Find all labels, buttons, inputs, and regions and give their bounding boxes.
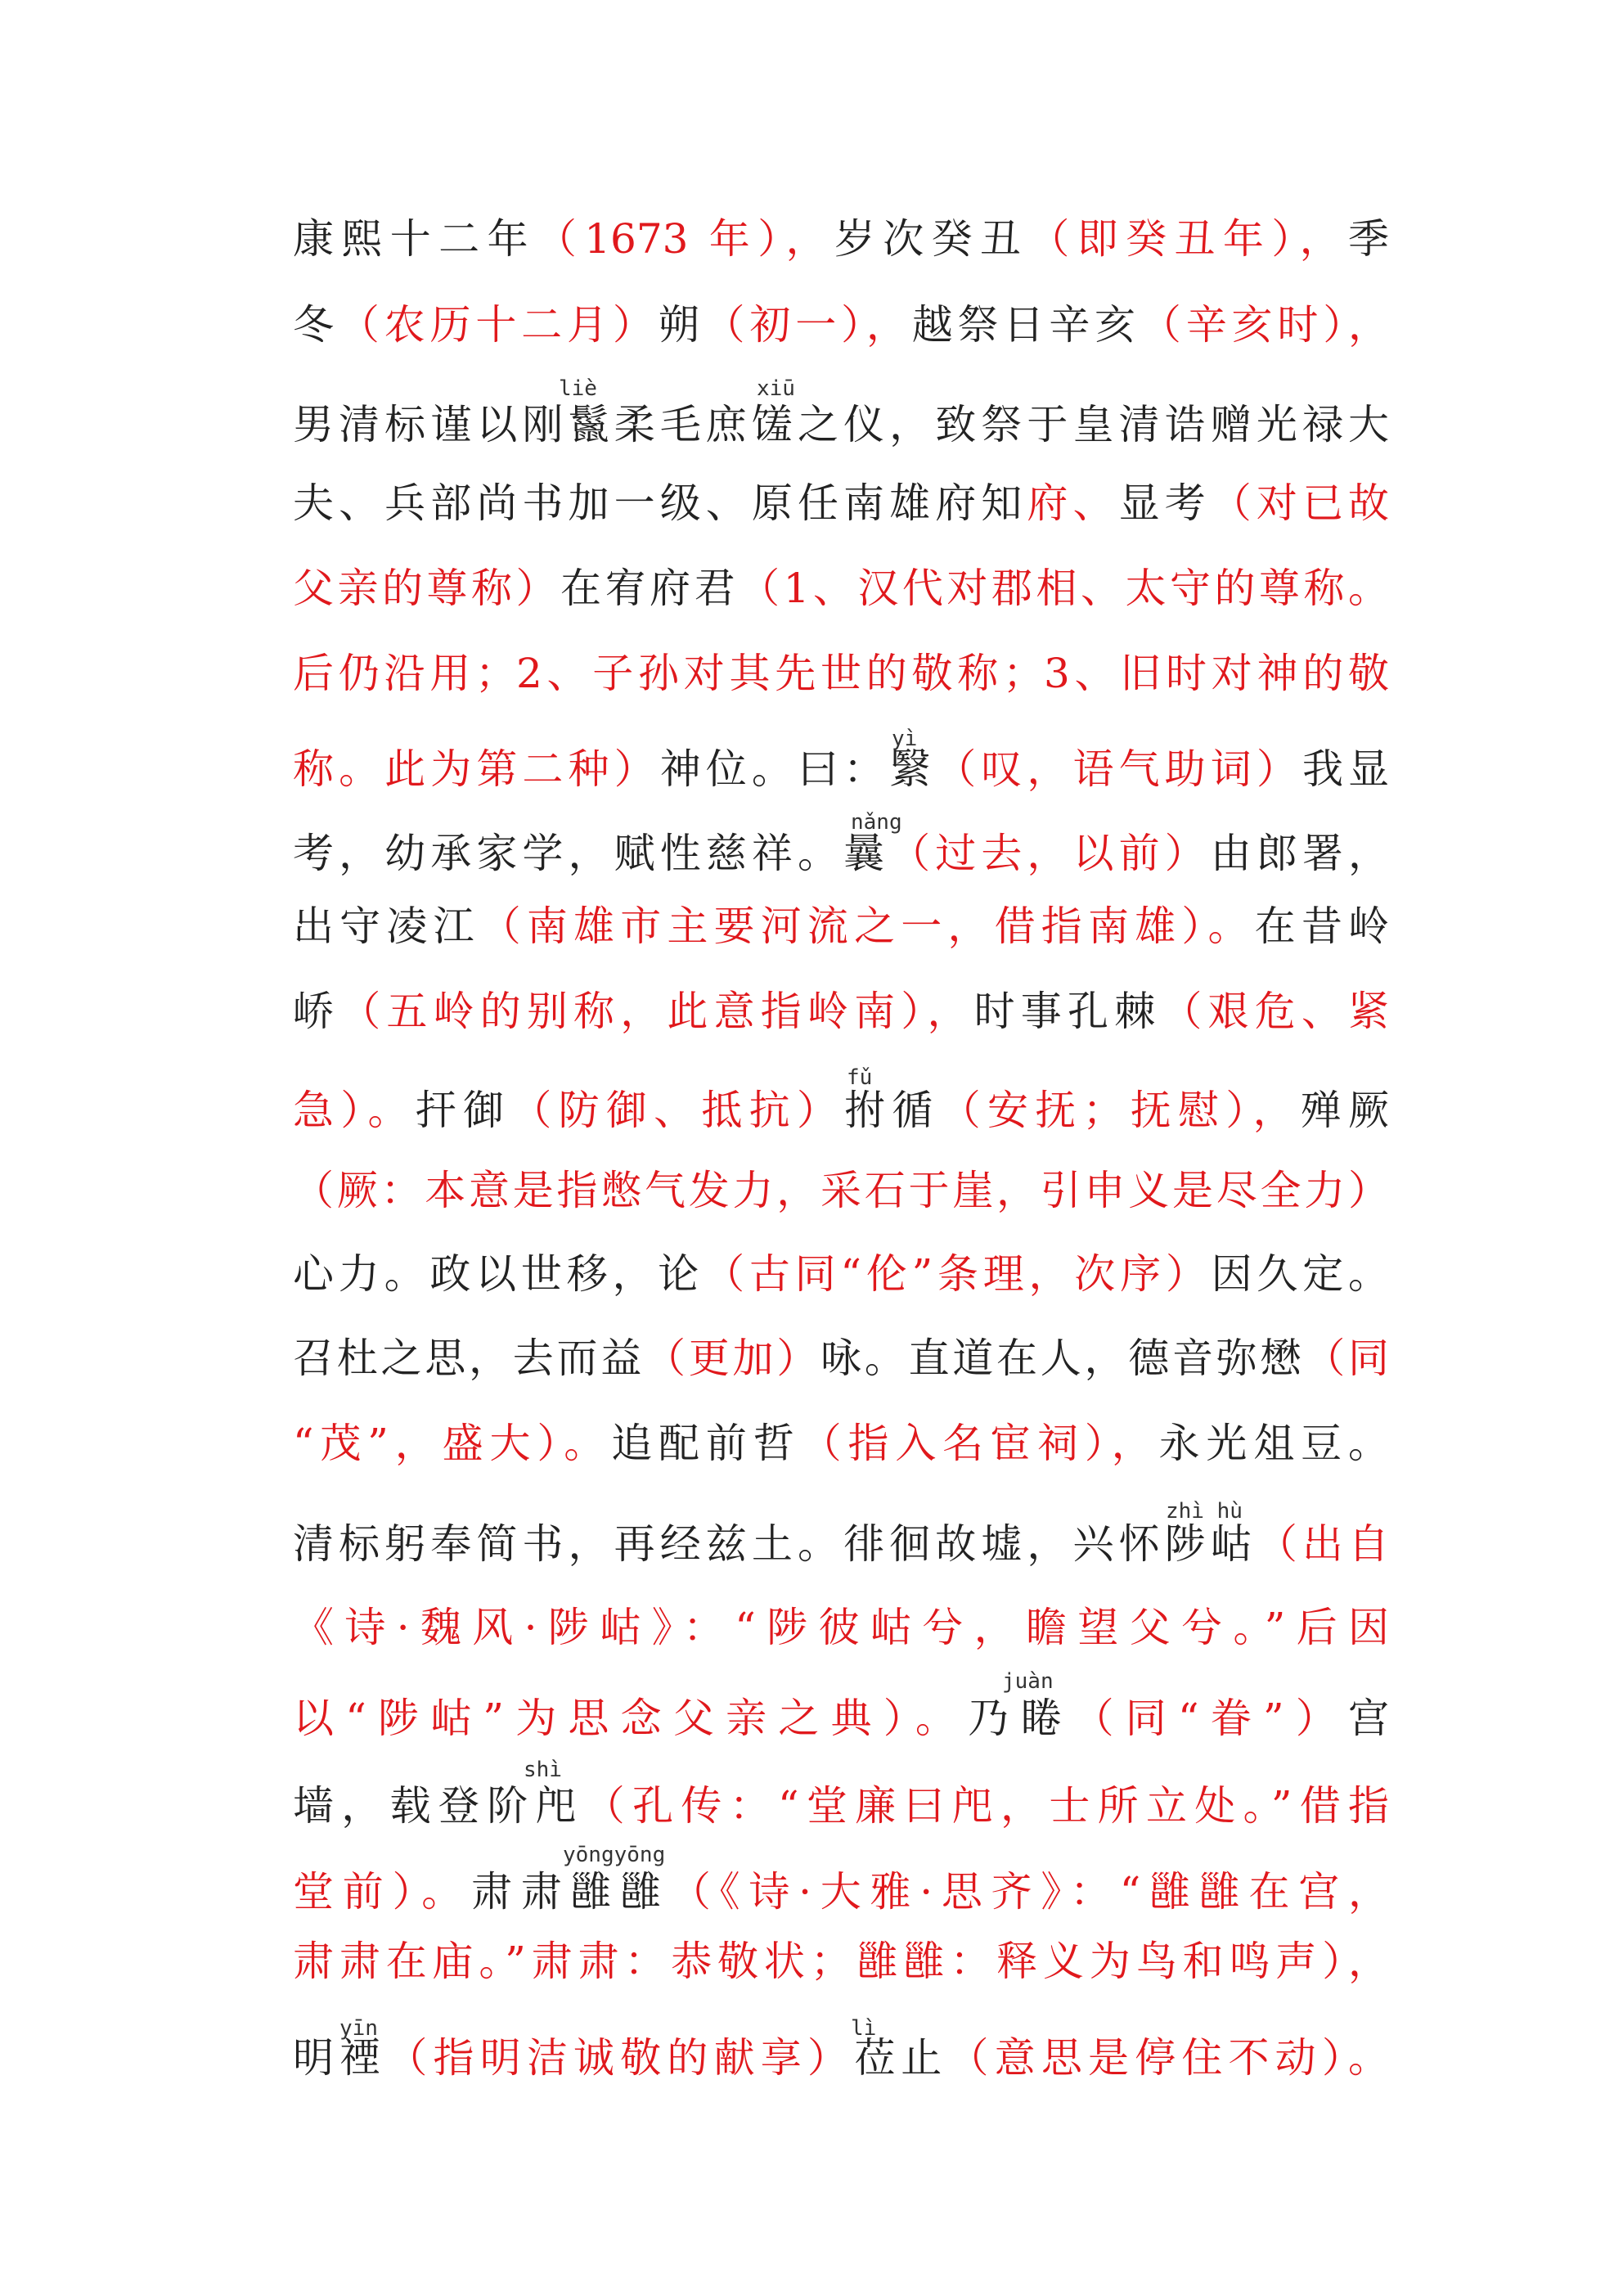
- annotation-text: （叹，语气助词）: [935, 745, 1302, 793]
- annotation-text: （五岭的别称，此意指岭南），: [339, 988, 974, 1035]
- text-line: [293, 1244, 1389, 1304]
- body-text: 岁次癸丑: [834, 215, 1029, 263]
- body-text: 繄: [889, 745, 936, 793]
- pinyin-annotation: yōngyōng: [563, 1843, 666, 1867]
- text-line: [293, 823, 1389, 884]
- annotation-text: 以“陟岵”为思念父亲之典）。: [293, 1695, 969, 1742]
- body-text: 我显: [1302, 745, 1390, 793]
- annotation-text: （指明洁诚敬的献享）: [386, 2034, 855, 2082]
- body-text: 明禋: [293, 2034, 387, 2082]
- text-line: [293, 1413, 1389, 1474]
- annotation-text: （同: [1304, 1335, 1389, 1382]
- annotation-text: （农历十二月）: [338, 301, 659, 349]
- annotation-text: 肃肃在庙。”肃肃：恭敬状；雝雝：释义为鸟和鸣声），: [293, 1938, 1389, 1985]
- text-line: [293, 1597, 1389, 1658]
- body-text: 莅止: [854, 2034, 948, 2082]
- annotation-text: （1、汉代对郡相、太守的尊称。: [739, 565, 1389, 612]
- body-text: 在昔岭: [1254, 903, 1390, 950]
- annotation-text: 堂前）。: [293, 1868, 471, 1916]
- text-line: [293, 1328, 1389, 1389]
- annotation-text: 急）。: [293, 1087, 416, 1134]
- annotation-text: （艰危、紧: [1161, 988, 1390, 1035]
- body-text: 由郎署，: [1210, 830, 1390, 877]
- annotation-text: （出自: [1256, 1520, 1390, 1568]
- annotation-text: （孔传：“堂廉曰戺，士所立处。”借指: [583, 1782, 1390, 1830]
- body-text: 出守凌江: [293, 903, 480, 950]
- pinyin-annotation: liè: [559, 376, 597, 401]
- body-text: 拊循: [844, 1087, 940, 1134]
- annotation-text: （过去，以前）: [889, 830, 1211, 877]
- body-text: 越祭日辛亥: [911, 301, 1140, 349]
- body-text: 时事孔棘: [973, 988, 1162, 1035]
- annotation-text: 后仍沿用；2、子孙对其先世的敬称；3、旧时对神的敬: [293, 650, 1389, 697]
- text-line: [293, 739, 1389, 799]
- body-text: 季: [1348, 215, 1390, 263]
- text-line: [293, 558, 1389, 619]
- body-text: 夫、兵部尚书加一级、原任南雄府知: [293, 479, 1027, 527]
- annotation-text: （防御、抵抗）: [510, 1087, 845, 1134]
- body-text: 宫: [1348, 1695, 1390, 1742]
- annotation-text: 称。此为第二种）: [293, 745, 660, 793]
- pinyin-annotation: lì: [851, 2016, 877, 2041]
- annotation-text: （指入名宦祠），: [800, 1420, 1159, 1467]
- pinyin-annotation: shì: [524, 1758, 562, 1782]
- annotation-text: （即癸丑年），: [1028, 215, 1349, 263]
- annotation-text: （1673 年），: [535, 215, 834, 263]
- annotation-text: 父亲的尊称）: [293, 565, 561, 612]
- body-text: 曩: [843, 830, 890, 877]
- text-line: [293, 473, 1389, 533]
- pinyin-annotation: yīn: [339, 2016, 378, 2041]
- text-line: [293, 394, 1389, 455]
- annotation-text: “茂”，盛大）。: [293, 1420, 612, 1467]
- body-text: 康熙十二年: [293, 215, 536, 263]
- body-text: 肃肃雝雝: [470, 1868, 670, 1916]
- body-text: 因久定。: [1211, 1250, 1389, 1298]
- text-line: [293, 1688, 1389, 1749]
- annotation-text: （意思是停住不动）。: [947, 2034, 1390, 2082]
- pinyin-annotation: yì: [892, 727, 918, 751]
- body-text: 神位。曰：: [659, 745, 890, 793]
- text-line: [293, 1160, 1389, 1221]
- pinyin-annotation: nǎng: [851, 810, 902, 835]
- text-line: [293, 1862, 1389, 1922]
- text-line: [293, 981, 1389, 1042]
- body-text: 追配前哲: [611, 1420, 801, 1467]
- annotation-text: （辛亥时），: [1140, 301, 1390, 349]
- body-text: 峤: [293, 988, 340, 1035]
- text-line: [293, 209, 1389, 269]
- body-text: 扞御: [415, 1087, 511, 1134]
- text-line: [293, 1080, 1389, 1141]
- text-line: [293, 295, 1389, 355]
- annotation-text: （厥：本意是指憋气发力，采石于崖，引申义是尽全力）: [293, 1167, 1389, 1214]
- annotation-text: 府、: [1027, 479, 1119, 527]
- text-line: [293, 1776, 1389, 1836]
- text-line: [293, 643, 1389, 704]
- body-text: 永光俎豆。: [1158, 1420, 1390, 1467]
- annotation-text: （南雄市主要河流之一，借指南雄）。: [479, 903, 1255, 950]
- body-text: 冬: [293, 301, 339, 349]
- annotation-text: 《诗·魏风·陟岵》：“陟彼岵兮，瞻望父兮。”后因: [293, 1604, 1389, 1651]
- pinyin-annotation: juàn: [1002, 1669, 1054, 1694]
- body-text: 乃睠: [968, 1695, 1073, 1742]
- annotation-text: （初一），: [704, 301, 912, 349]
- body-text: 男清标谨以刚鬣柔毛庶馐之仪，致祭于皇清诰赠光禄大: [293, 401, 1389, 448]
- text-line: [293, 896, 1389, 957]
- body-text: 在宥府君: [560, 565, 740, 612]
- annotation-text: （安抚；抚慰），: [939, 1087, 1301, 1134]
- body-text: 心力。政以世移，论: [293, 1250, 704, 1298]
- body-text: 考，幼承家学，赋性慈祥。: [293, 830, 844, 877]
- body-text: 墙，载登阶戺: [293, 1782, 584, 1830]
- pinyin-annotation: zhì hù: [1166, 1499, 1243, 1524]
- annotation-text: （古同“伦”条理，次序）: [704, 1250, 1212, 1298]
- body-text: 清标躬奉简书，再经兹土。徘徊故墟，兴怀陟岵: [293, 1520, 1257, 1568]
- annotation-text: （《诗·大雅·思齐》：“雝雝在宫，: [669, 1868, 1390, 1916]
- annotation-text: （同“眷”）: [1072, 1695, 1349, 1742]
- text-line: [293, 2028, 1389, 2088]
- annotation-text: （更加）: [645, 1335, 820, 1382]
- annotation-text: （对已故: [1210, 479, 1390, 527]
- body-text: 殚厥: [1300, 1087, 1390, 1134]
- pinyin-annotation: xiū: [757, 376, 795, 401]
- text-line: [293, 1931, 1389, 1992]
- body-text: 显考: [1118, 479, 1211, 527]
- body-text: 朔: [658, 301, 704, 349]
- body-text: 召杜之思，去而益: [293, 1335, 645, 1382]
- body-text: 咏。直道在人，德音弥懋: [820, 1335, 1305, 1382]
- pinyin-annotation: fǔ: [847, 1065, 873, 1090]
